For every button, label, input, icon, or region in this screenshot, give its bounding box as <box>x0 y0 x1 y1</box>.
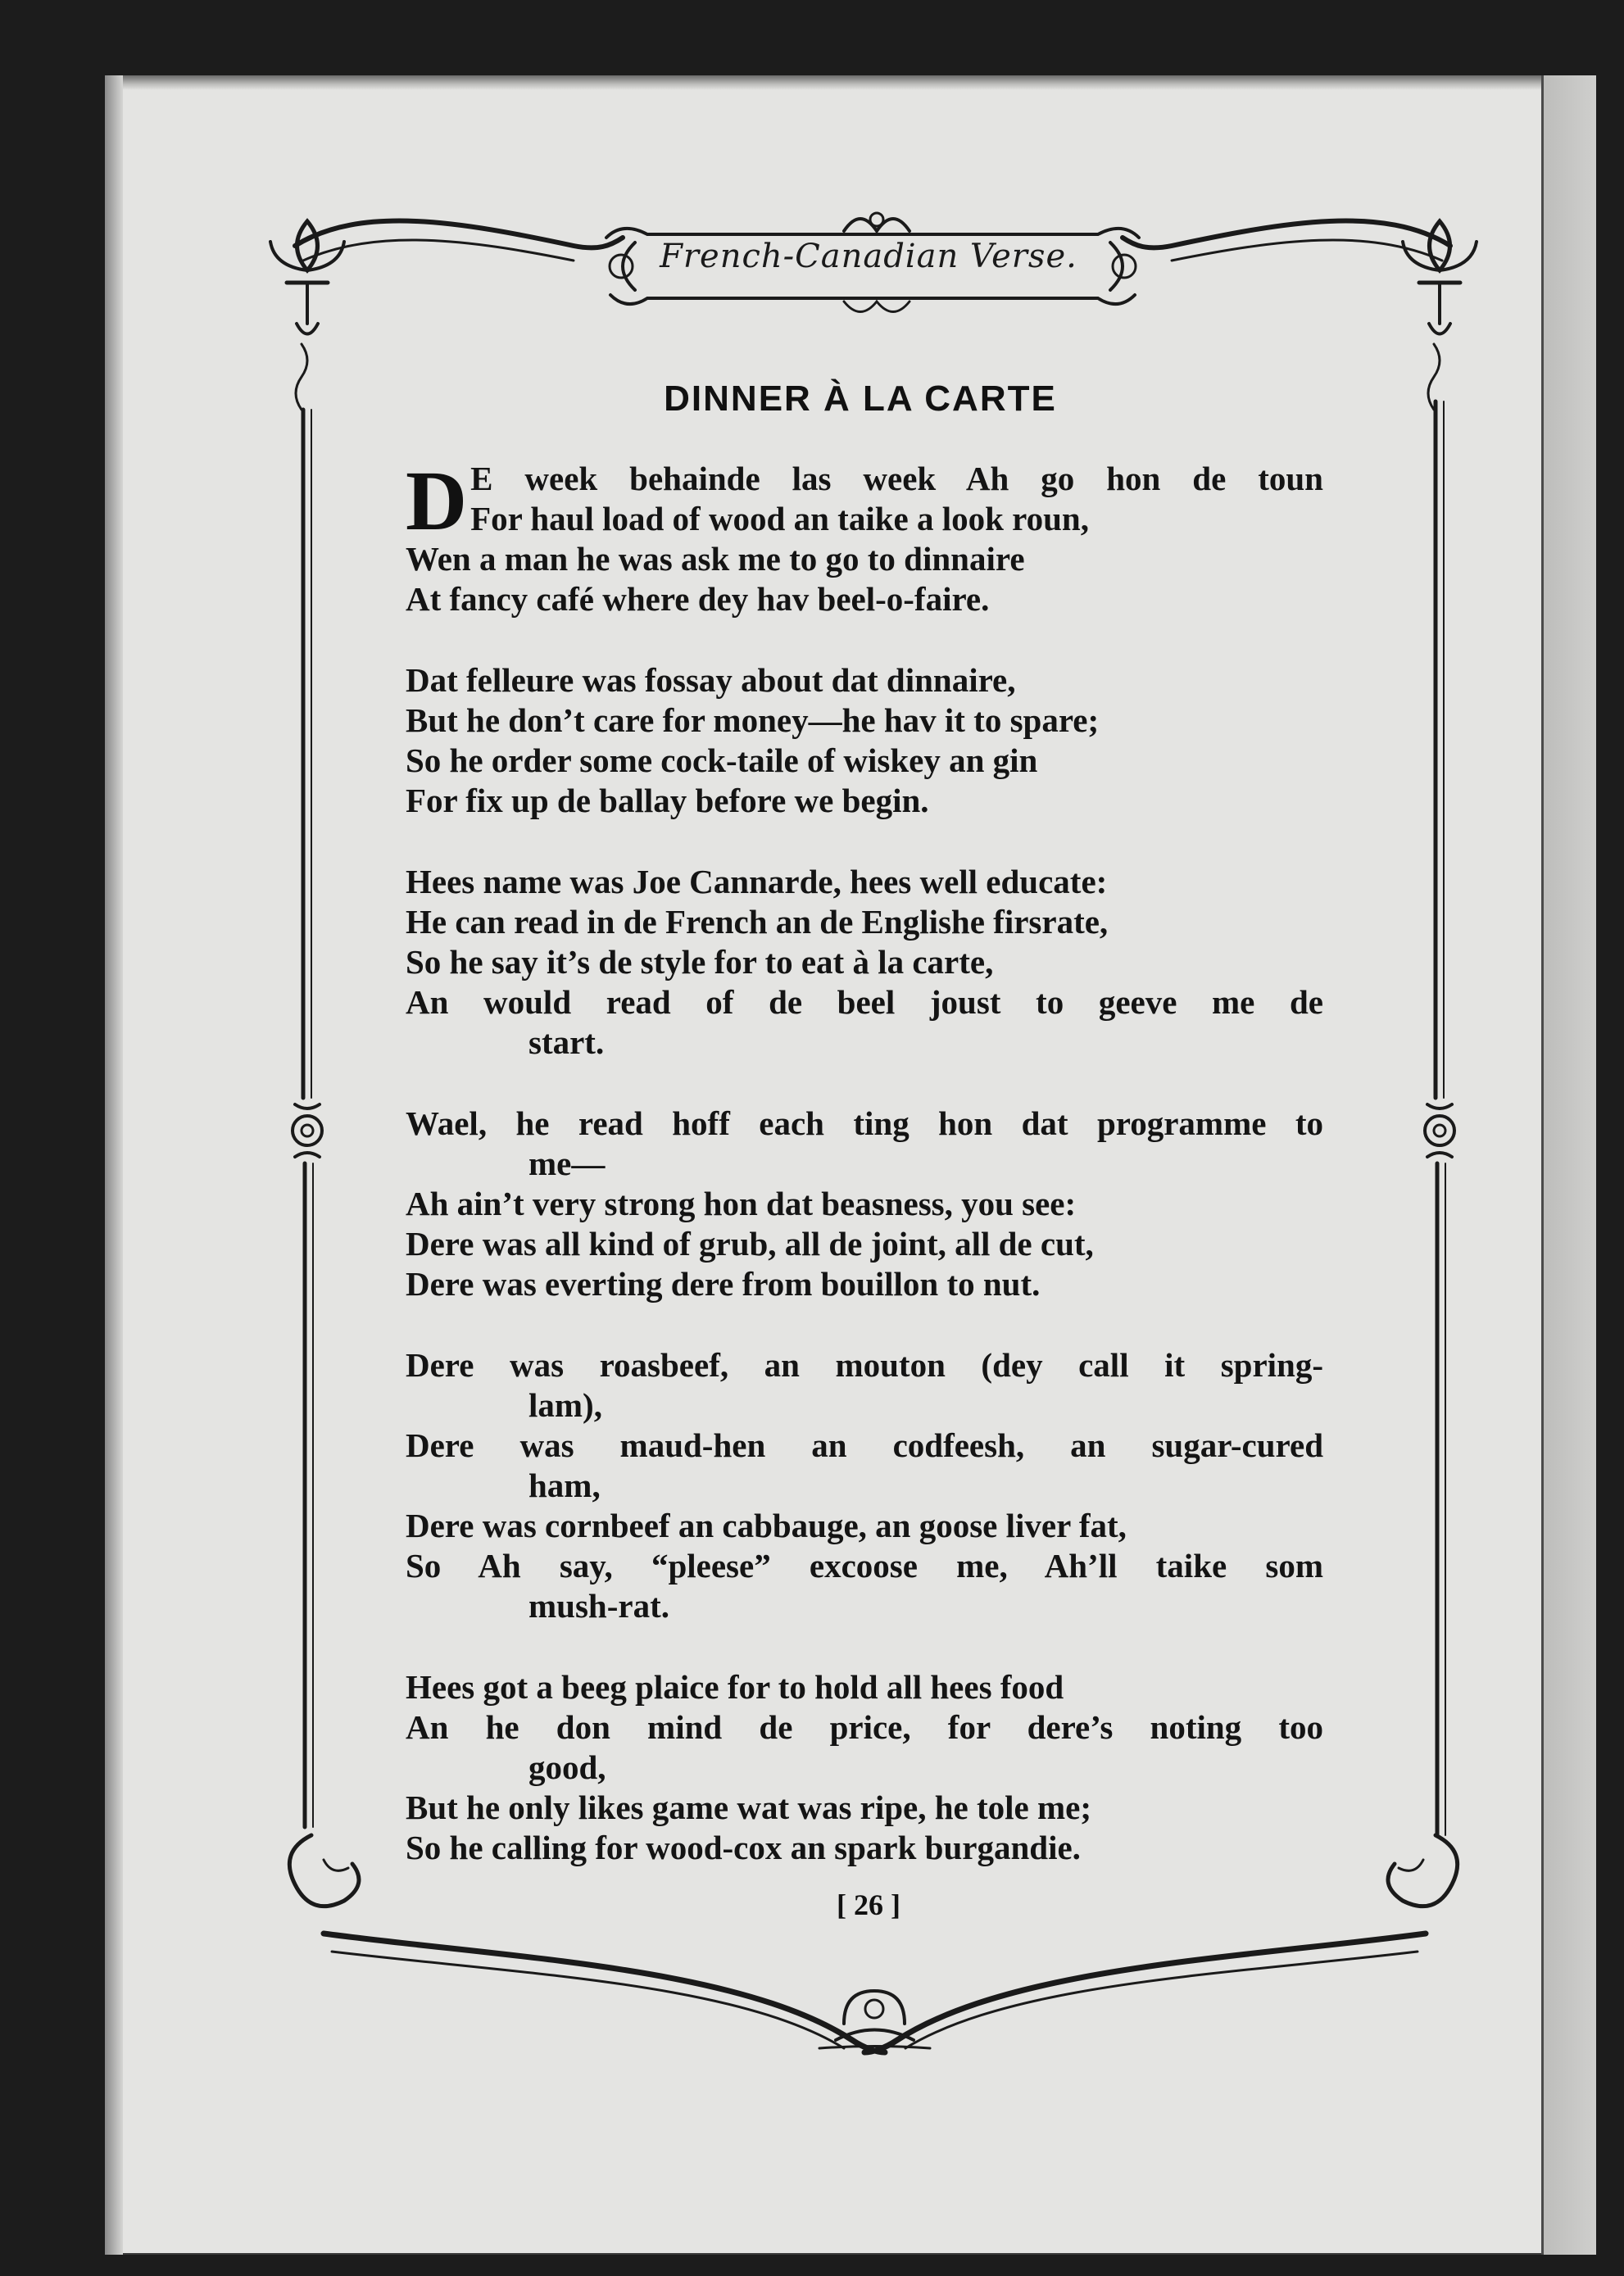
poem-line: Dere was cornbeef an cabbauge, an goose liver fat, <box>406 1507 1127 1544</box>
poem-line-continuation: me— <box>528 1145 606 1182</box>
facing-page-edge <box>1541 75 1596 2255</box>
poem-line-continuation: mush-rat. <box>528 1587 669 1625</box>
poem-line: Dere was roasbeef, an mouton (dey call it spring- <box>406 1346 1323 1384</box>
poem-line: Hees name was Joe Cannarde, hees well educate: <box>406 863 1108 900</box>
poem-line-continuation: start. <box>528 1023 605 1061</box>
poem-line: Dere was everting dere from bouillon to nut. <box>406 1265 1041 1303</box>
poem-line-continuation: ham, <box>528 1467 601 1504</box>
poem-line-continuation: lam), <box>528 1386 602 1424</box>
running-head: French-Canadian Verse. <box>660 238 1077 275</box>
poem-line: Dere was all kind of grub, all de joint, all de cut, <box>406 1225 1094 1263</box>
poem-line: So he order some cock-taile of wiskey an gin <box>406 741 1038 779</box>
poem-line: So he say it’s de style for to eat à la carte, <box>406 943 994 981</box>
poem-line: Wen a man he was ask me to go to dinnaire <box>406 540 1025 578</box>
poem-line: So he calling for wood-cox an spark burgandie. <box>406 1829 1081 1866</box>
stanza <box>406 1104 1323 1304</box>
poem-title: DINNER À LA CARTE <box>664 379 1057 419</box>
poem-line: Ah ain’t very strong hon dat beasness, you see: <box>406 1185 1077 1222</box>
poem-line: An would read of de beel joust to geeve me de <box>406 983 1323 1021</box>
stanza <box>406 1667 1323 1868</box>
page-binding-edge <box>105 75 123 2255</box>
poem-line: Dat felleure was fossay about dat dinnaire, <box>406 661 1016 699</box>
poem-line: For haul load of wood an taike a look roun, <box>470 500 1089 537</box>
poem-line: But he don’t care for money—he hav it to spare; <box>406 701 1100 739</box>
poem-line-continuation: good, <box>528 1748 606 1786</box>
stanza <box>406 660 1323 821</box>
stanza <box>406 862 1323 1063</box>
poem-line: An he don mind de price, for dere’s noting too <box>406 1708 1323 1746</box>
page-number: [ 26 ] <box>837 1888 900 1921</box>
page-top-edge <box>105 75 1596 90</box>
poem-body <box>406 454 1323 1909</box>
poem-line: E week behainde las week Ah go hon de toun <box>470 460 1323 497</box>
stanza <box>406 454 1323 619</box>
poem-line: For fix up de ballay before we begin. <box>406 782 929 819</box>
poem-line: Wael, he read hoff each ting hon dat programme to <box>406 1104 1323 1142</box>
poem-line: Hees got a beeg plaice for to hold all hees food <box>406 1668 1064 1706</box>
poem-line: But he only likes game wat was ripe, he tole me; <box>406 1789 1091 1826</box>
poem-line: At fancy café where dey hav beel-o-faire. <box>406 580 990 618</box>
drop-cap: D <box>406 454 468 548</box>
poem-line: So Ah say, “pleese” excoose me, Ah’ll taike som <box>406 1547 1323 1585</box>
poem-line: He can read in de French an de Englishe firsrate, <box>406 903 1109 941</box>
stanza <box>406 1345 1323 1626</box>
poem-line: Dere was maud-hen an codfeesh, an sugar-cured <box>406 1426 1323 1464</box>
